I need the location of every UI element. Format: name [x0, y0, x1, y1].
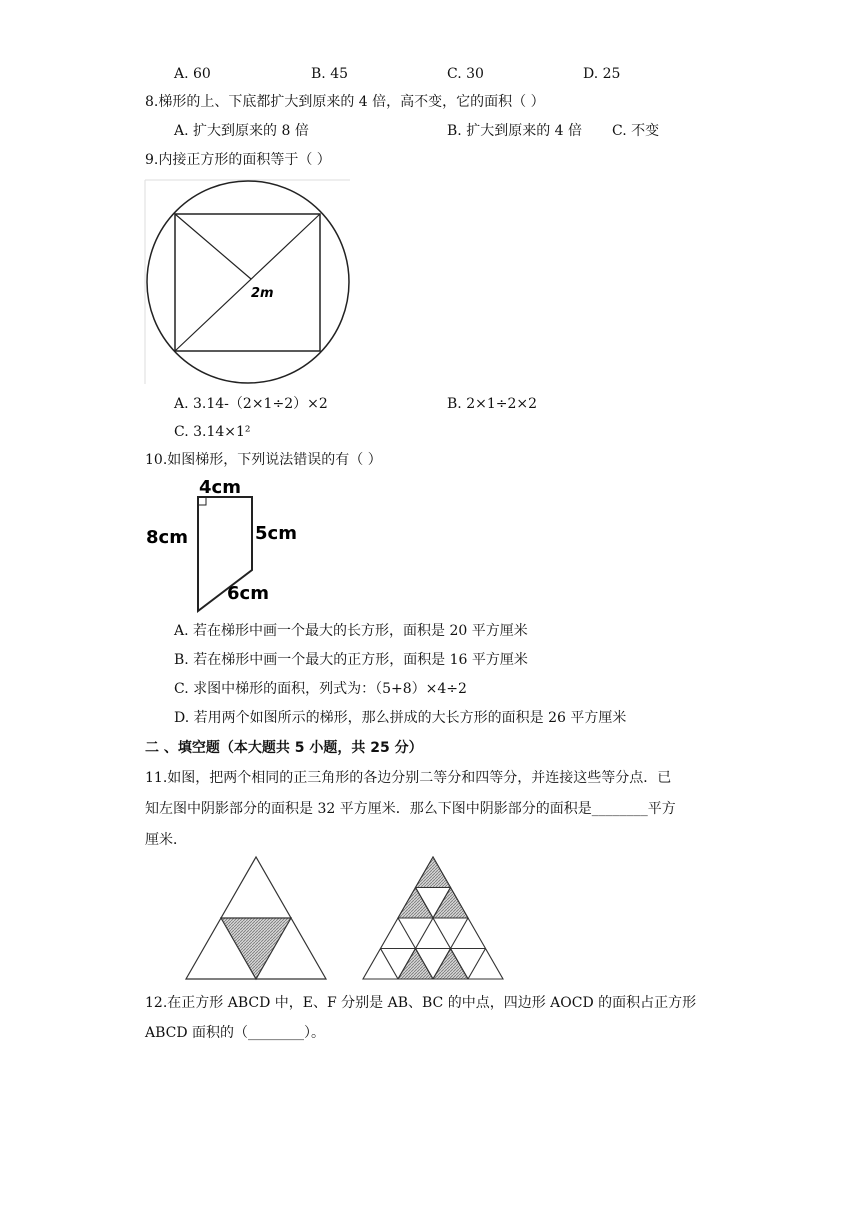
q11-line-3: 厘米． — [145, 832, 187, 848]
q8-stem: 8.梯形的上、下底都扩大到原来的 4 倍，高不变，它的面积（ ） — [145, 94, 545, 110]
q10-label-slant: 6cm — [227, 583, 269, 604]
q10-label-top: 4cm — [199, 477, 241, 498]
q10-label-right: 5cm — [255, 523, 297, 544]
q7-option-d[interactable]: D. 25 — [583, 66, 621, 82]
q9-option-b[interactable]: B. 2×1÷2×2 — [447, 396, 538, 412]
left-shaded-triangle — [221, 918, 291, 979]
q9-circle-square-figure — [145, 180, 351, 385]
q10-trapezoid-figure — [145, 475, 315, 615]
q10-label-left: 8cm — [146, 527, 188, 548]
q8-option-c[interactable]: C. 不变 — [612, 123, 660, 139]
shaded-tri — [433, 888, 468, 919]
q11-line-2: 知左图中阴影部分的面积是 32 平方厘米．那么下图中阴影部分的面积是________平方 — [145, 801, 676, 817]
shaded-tri — [433, 949, 468, 980]
shaded-tri — [398, 949, 433, 980]
shaded-tri — [416, 857, 451, 888]
q9-stem: 9.内接正方形的面积等于（ ） — [145, 152, 331, 168]
right-angle-mark — [198, 497, 206, 505]
left-triangle — [186, 857, 326, 979]
q10-stem: 10.如图梯形，下列说法错误的有（ ） — [145, 452, 382, 468]
q8-option-b[interactable]: B. 扩大到原来的 4 倍 — [447, 123, 582, 139]
q9-figure-label: 2m — [251, 286, 274, 301]
q10-option-d[interactable]: D. 若用两个如图所示的梯形，那么拼成的大长方形的面积是 26 平方厘米 — [174, 710, 627, 726]
q11-triangles-figure — [180, 855, 510, 985]
q10-option-c[interactable]: C. 求图中梯形的面积，列式为：（5+8）×4÷2 — [174, 681, 467, 697]
q7-option-b[interactable]: B. 45 — [311, 66, 349, 82]
q12-line-1: 12.在正方形 ABCD 中，E、F 分别是 AB、BC 的中点，四边形 AOCD 的面积占正方形 — [145, 995, 697, 1011]
right-triangle — [363, 857, 503, 979]
q9-option-c[interactable]: C. 3.14×1² — [174, 424, 251, 440]
q11-line-1: 11.如图，把两个相同的正三角形的各边分别二等分和四等分，并连接这些等分点．已 — [145, 770, 672, 786]
q7-option-c[interactable]: C. 30 — [447, 66, 484, 82]
q10-option-a[interactable]: A. 若在梯形中画一个最大的长方形，面积是 20 平方厘米 — [174, 623, 528, 639]
q12-line-2: ABCD 面积的（________）。 — [145, 1025, 326, 1041]
q9-option-a[interactable]: A. 3.14-（2×1÷2）×2 — [174, 396, 328, 412]
q8-option-a[interactable]: A. 扩大到原来的 8 倍 — [174, 123, 309, 139]
shaded-tri — [398, 888, 433, 919]
q7-option-a[interactable]: A. 60 — [174, 66, 211, 82]
q10-option-b[interactable]: B. 若在梯形中画一个最大的正方形，面积是 16 平方厘米 — [174, 652, 528, 668]
section-2-title: 二 、填空题（本大题共 5 小题，共 25 分） — [145, 740, 423, 756]
